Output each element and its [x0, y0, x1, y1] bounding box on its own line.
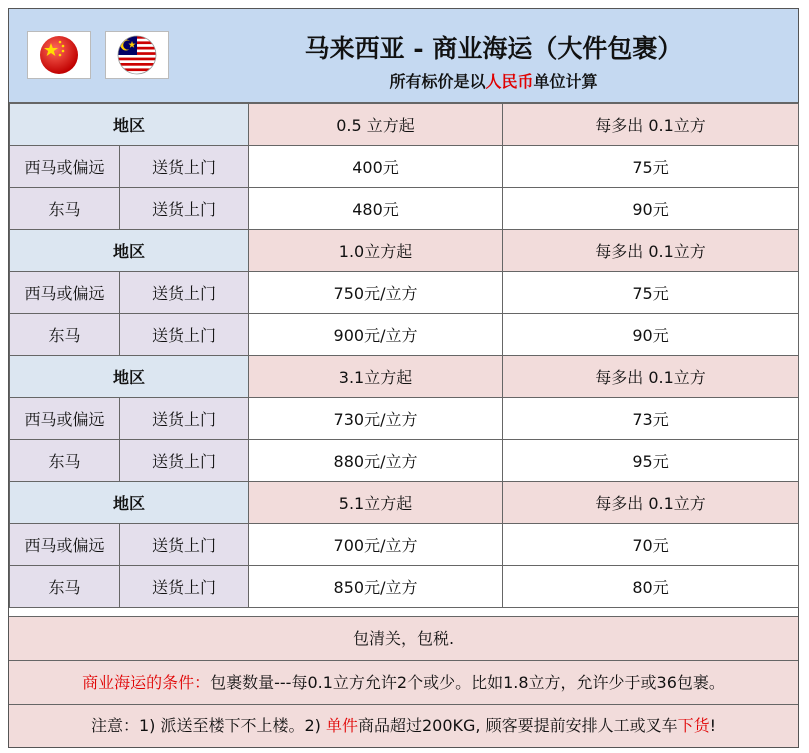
region-cell: 西马或偏远: [10, 524, 120, 566]
table-row: [10, 272, 799, 314]
base-volume-header: 0.5 立方起: [249, 104, 503, 146]
price-sheet: [8, 8, 799, 748]
section-header-row: [10, 230, 799, 272]
region-header: 地区: [10, 104, 249, 146]
base-price-cell: 850元/立方: [249, 566, 503, 608]
base-price-cell: 750元/立方: [249, 272, 503, 314]
notice-suffix: !: [709, 716, 717, 735]
service-cell: 送货上门: [120, 398, 249, 440]
subtitle-prefix: 所有标价是以: [389, 72, 486, 91]
extra-price-cell: 90元: [503, 188, 799, 230]
region-cell: 西马或偏远: [10, 146, 120, 188]
region-header: 地区: [10, 482, 249, 524]
base-price-cell: 730元/立方: [249, 398, 503, 440]
service-cell: 送货上门: [120, 566, 249, 608]
notice-highlight-unload: 下货: [677, 716, 710, 735]
notice-middle: 商品超过200KG, 顾客要提前安排人工或叉车: [358, 716, 678, 735]
extra-price-cell: 75元: [503, 146, 799, 188]
extra-price-cell: 95元: [503, 440, 799, 482]
section-header-row: [10, 104, 799, 146]
malaysia-flag-icon: [105, 31, 169, 79]
service-cell: 送货上门: [120, 272, 249, 314]
region-cell: 西马或偏远: [10, 272, 120, 314]
base-volume-header: 3.1立方起: [249, 356, 503, 398]
conditions-text: 包裹数量---每0.1立方允许2个或少。比如1.8立方，允许少于或36包裹。: [210, 673, 725, 692]
table-row: [10, 146, 799, 188]
region-cell: 东马: [10, 188, 120, 230]
subtitle-currency: 人民币: [485, 72, 534, 91]
notice-highlight-single-item: 单件: [325, 716, 358, 735]
service-cell: 送货上门: [120, 188, 249, 230]
table-row: [10, 566, 799, 608]
region-header: 地区: [10, 230, 249, 272]
table-row: [10, 440, 799, 482]
extra-price-cell: 90元: [503, 314, 799, 356]
china-flag-icon: [27, 31, 91, 79]
table-row: [10, 524, 799, 566]
extra-price-cell: 75元: [503, 272, 799, 314]
section-header-row: [10, 356, 799, 398]
table-row: [10, 188, 799, 230]
extra-volume-header: 每多出 0.1立方: [503, 356, 799, 398]
table-row: [10, 398, 799, 440]
service-cell: 送货上门: [120, 524, 249, 566]
table-row: [10, 314, 799, 356]
region-cell: 西马或偏远: [10, 398, 120, 440]
extra-volume-header: 每多出 0.1立方: [503, 482, 799, 524]
base-volume-header: 1.0立方起: [249, 230, 503, 272]
region-cell: 东马: [10, 566, 120, 608]
page-subtitle: [209, 69, 778, 92]
shipping-conditions: [9, 660, 798, 704]
service-cell: 送货上门: [120, 146, 249, 188]
extra-volume-header: 每多出 0.1立方: [503, 104, 799, 146]
base-price-cell: 880元/立方: [249, 440, 503, 482]
conditions-label: 商业海运的条件：: [82, 673, 211, 692]
subtitle-suffix: 单位计算: [533, 72, 598, 91]
page-title: 马来西亚 - 商业海运（大件包裹）: [304, 34, 683, 63]
service-cell: 送货上门: [120, 440, 249, 482]
extra-price-cell: 80元: [503, 566, 799, 608]
extra-volume-header: 每多出 0.1立方: [503, 230, 799, 272]
section-header-row: [10, 482, 799, 524]
notice-prefix: 注意：1) 派送至楼下不上楼。2): [90, 716, 326, 735]
base-price-cell: 900元/立方: [249, 314, 503, 356]
delivery-notice: [9, 704, 798, 747]
base-price-cell: 400元: [249, 146, 503, 188]
customs-note: 包清关，包税.: [9, 616, 798, 660]
base-price-cell: 480元: [249, 188, 503, 230]
extra-price-cell: 73元: [503, 398, 799, 440]
region-cell: 东马: [10, 440, 120, 482]
base-volume-header: 5.1立方起: [249, 482, 503, 524]
header: [9, 9, 798, 103]
price-table: [9, 103, 799, 608]
region-cell: 东马: [10, 314, 120, 356]
service-cell: 送货上门: [120, 314, 249, 356]
extra-price-cell: 70元: [503, 524, 799, 566]
region-header: 地区: [10, 356, 249, 398]
base-price-cell: 700元/立方: [249, 524, 503, 566]
